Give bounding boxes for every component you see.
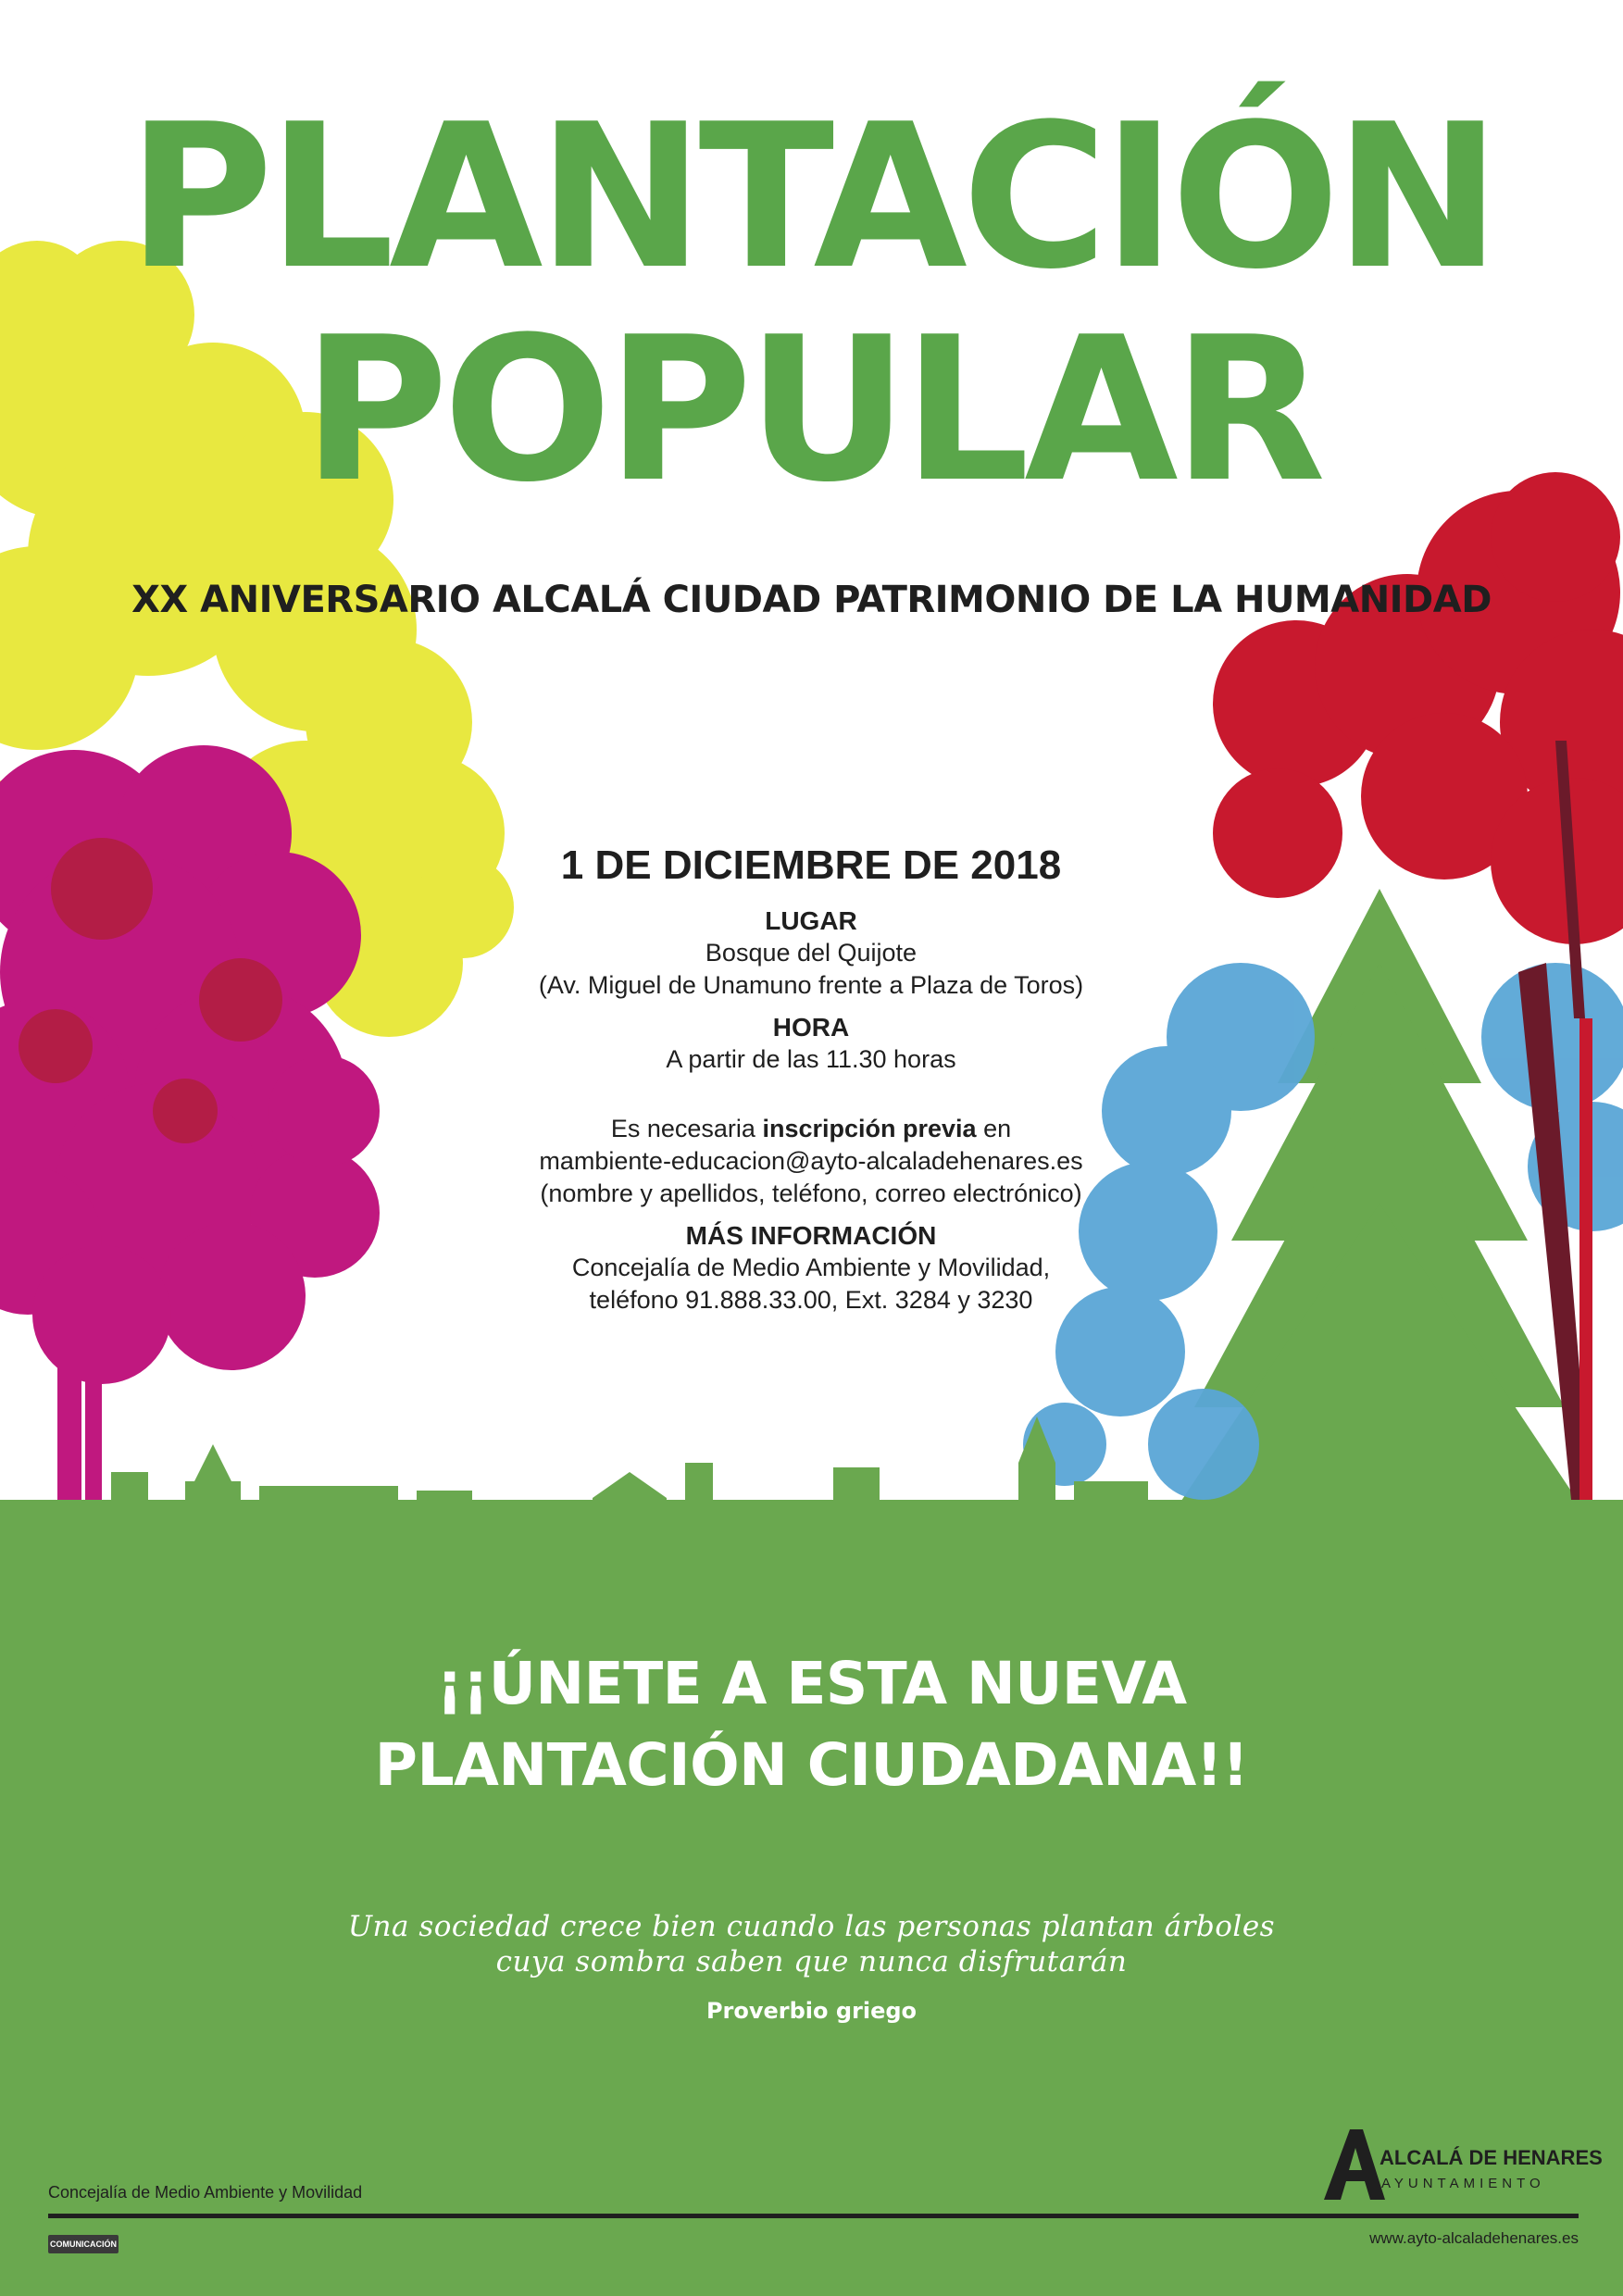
registration-suffix: en <box>983 1115 1012 1142</box>
comunicacion-badge: COMUNICACIÓN <box>48 2235 119 2253</box>
call-to-action <box>0 1643 1623 1806</box>
more-info-label: MÁS INFORMACIÓN <box>685 1221 937 1250</box>
place-name: Bosque del Quijote <box>705 939 918 967</box>
poster-title-line1: PLANTACIÓN <box>127 81 1496 313</box>
registration-email: mambiente-educacion@ayto-alcaladehenares.es <box>539 1147 1083 1175</box>
registration-line <box>441 1113 1181 1145</box>
cta-line2: PLANTACIÓN CIUDADANA!! <box>374 1731 1249 1799</box>
logo-name: ALCALÁ DE HENARES <box>1380 2146 1603 2169</box>
ayuntamiento-logo <box>1322 2128 1603 2206</box>
place-address: (Av. Miguel de Unamuno frente a Plaza de Toros) <box>538 971 1084 999</box>
footer-divider <box>48 2214 1579 2218</box>
website-link[interactable]: www.ayto-alcaladehenares.es <box>1369 2229 1579 2247</box>
event-date: 1 DE DICIEMBRE DE 2018 <box>560 842 1062 888</box>
time-value: A partir de las 11.30 horas <box>666 1045 956 1073</box>
more-info-line2: teléfono 91.888.33.00, Ext. 3284 y 3230 <box>589 1286 1033 1314</box>
cta-line1: ¡¡ÚNETE A ESTA NUEVA <box>436 1650 1187 1717</box>
quote-author: Proverbio griego <box>705 1998 918 2024</box>
more-info-line1: Concejalía de Medio Ambiente y Movilidad, <box>571 1254 1051 1281</box>
quote <box>0 1909 1623 1979</box>
place-label: LUGAR <box>765 906 857 935</box>
registration-prefix: Es necesaria <box>610 1115 755 1142</box>
footer-department: Concejalía de Medio Ambiente y Movilidad <box>48 2183 363 2202</box>
logo-subtitle: AYUNTAMIENTO <box>1381 2176 1545 2191</box>
time-label: HORA <box>772 1013 850 1042</box>
poster-title-line2: POPULAR <box>302 293 1321 526</box>
quote-line1: Una sociedad crece bien cuando las personas plantan árboles <box>347 1910 1276 1943</box>
quote-line2: cuya sombra saben que nunca disfrutarán <box>495 1945 1128 1978</box>
registration-bold: inscripción previa <box>762 1115 977 1142</box>
poster-subtitle: XX ANIVERSARIO ALCALÁ CIUDAD PATRIMONIO DE LA HUMANIDAD <box>131 579 1492 621</box>
ayuntamiento-logo-icon <box>1322 2128 1385 2202</box>
event-info <box>441 838 1181 1316</box>
registration-fields: (nombre y apellidos, teléfono, correo electrónico) <box>540 1179 1082 1207</box>
